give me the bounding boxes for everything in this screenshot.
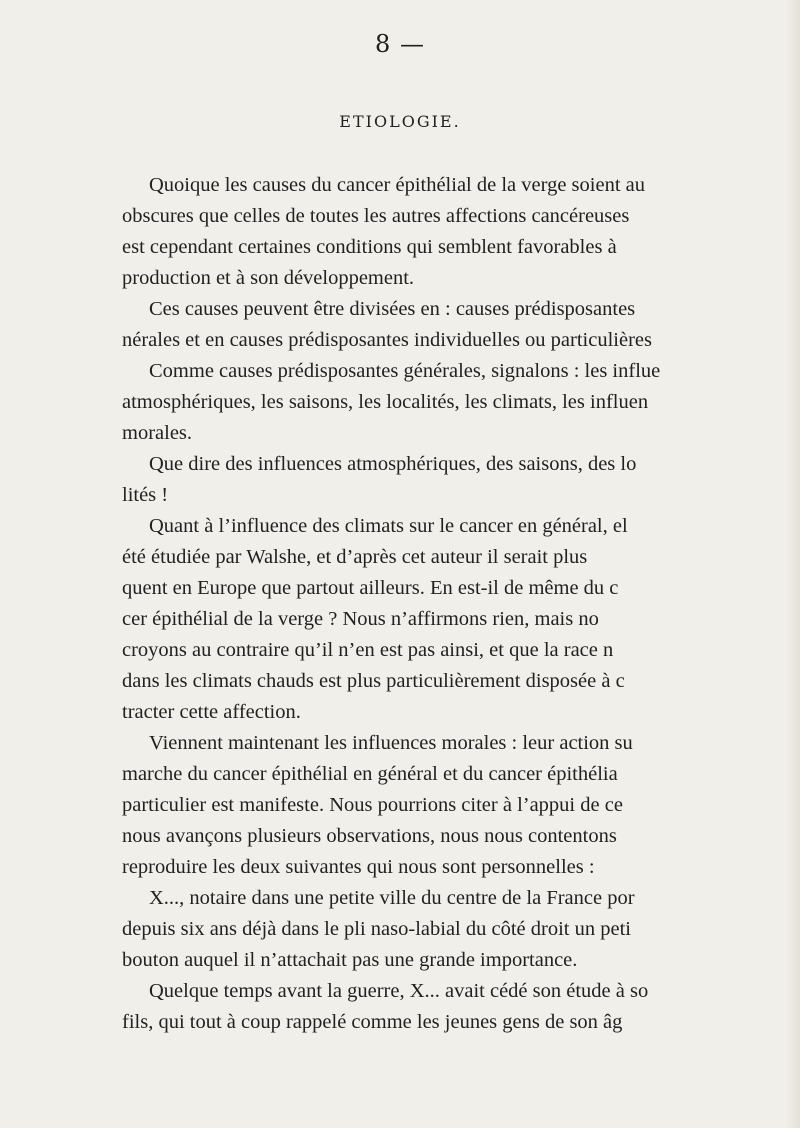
page-number: 8 —: [375, 30, 425, 58]
text-line: Que dire des influences atmosphériques, des saisons, des lo: [149, 453, 637, 475]
text-line: dans les climats chauds est plus particulièrement disposée à c: [122, 670, 625, 692]
text-line: nérales et en causes prédisposantes individuelles ou particulières: [122, 329, 652, 351]
text-line: tracter cette affection.: [122, 701, 301, 723]
text-line: obscures que celles de toutes les autres affections cancéreuses: [122, 205, 630, 227]
section-title: ETIOLOGIE.: [339, 112, 461, 131]
text-line: Quant à l’influence des climats sur le cancer en général, el: [149, 515, 628, 537]
text-line: nous avançons plusieurs observations, nous nous contentons: [122, 825, 617, 847]
text-line: morales.: [122, 422, 193, 444]
text-line: croyons au contraire qu’il n’en est pas ainsi, et que la race n: [122, 639, 614, 661]
text-line: Quoique les causes du cancer épithélial de la verge soient au: [149, 174, 645, 196]
text-line: Comme causes prédisposantes générales, signalons : les influe: [149, 360, 661, 382]
text-line: Quelque temps avant la guerre, X... avait cédé son étude à so: [149, 980, 649, 1002]
text-line: Viennent maintenant les influences morales : leur action su: [149, 732, 633, 754]
text-line: depuis six ans déjà dans le pli naso-labial du côté droit un peti: [122, 918, 631, 940]
page-edge-shadow: [786, 0, 800, 1128]
text-line: atmosphériques, les saisons, les localités, les climats, les influen: [122, 391, 649, 413]
text-line: marche du cancer épithélial en général et du cancer épithélia: [122, 763, 618, 785]
text-line: reproduire les deux suivantes qui nous sont personnelles :: [122, 856, 595, 878]
text-line: fils, qui tout à coup rappelé comme les jeunes gens de son âg: [122, 1011, 623, 1033]
text-line: cer épithélial de la verge ? Nous n’affirmons rien, mais no: [122, 608, 599, 630]
text-line: lités !: [122, 484, 169, 506]
text-line: quent en Europe que partout ailleurs. En est-il de même du c: [122, 577, 619, 599]
text-line: est cependant certaines conditions qui semblent favorables à: [122, 236, 617, 258]
text-line: Ces causes peuvent être divisées en : causes prédisposantes: [149, 298, 636, 320]
text-line: bouton auquel il n’attachait pas une grande importance.: [122, 949, 578, 971]
body-text: [122, 170, 770, 1038]
text-line: particulier est manifeste. Nous pourrions citer à l’appui de ce: [122, 794, 623, 816]
text-line: X..., notaire dans une petite ville du centre de la France por: [149, 887, 635, 909]
text-line: été étudiée par Walshe, et d’après cet auteur il serait plus: [122, 546, 588, 568]
text-line: production et à son développement.: [122, 267, 415, 289]
